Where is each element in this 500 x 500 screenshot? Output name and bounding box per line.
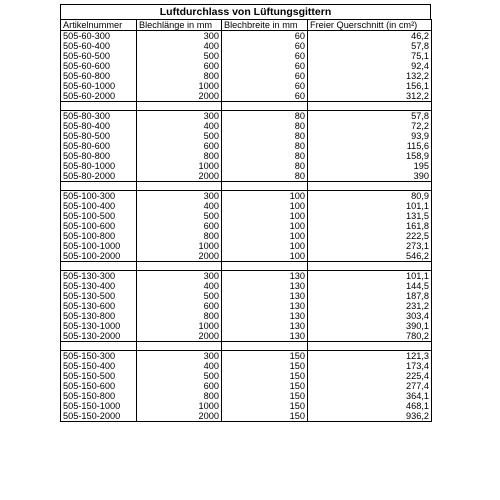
sheet-width-cell: 130 [222,311,308,321]
sheet-length-cell: 2000 [137,91,222,102]
article-number-cell: 505-100-2000 [61,251,137,262]
sheet-width-cell: 80 [222,171,308,182]
empty-cell [61,262,137,271]
sheet-width-cell: 150 [222,361,308,371]
sheet-length-cell: 400 [137,361,222,371]
free-cross-section-cell: 195 [308,161,432,171]
article-number-cell: 505-100-500 [61,211,137,221]
sheet-width-cell: 100 [222,241,308,251]
sheet-length-cell: 500 [137,51,222,61]
empty-cell [137,102,222,111]
sheet-width-cell: 60 [222,71,308,81]
sheet-width-cell: 100 [222,251,308,262]
table-row [61,381,432,391]
sheet-length-cell: 2000 [137,331,222,342]
article-number-cell: 505-150-800 [61,391,137,401]
article-number-cell: 505-60-400 [61,41,137,51]
free-cross-section-cell: 390,1 [308,321,432,331]
table-row [61,111,432,122]
article-number-cell: 505-150-1000 [61,401,137,411]
table-row [61,141,432,151]
empty-cell [308,182,432,191]
table-row [61,291,432,301]
table-row [61,51,432,61]
table-row [61,81,432,91]
free-cross-section-cell: 225,4 [308,371,432,381]
sheet-length-cell: 800 [137,231,222,241]
article-number-cell: 505-130-400 [61,281,137,291]
sheet-width-cell: 130 [222,271,308,282]
article-number-cell: 505-80-400 [61,121,137,131]
article-number-cell: 505-150-400 [61,361,137,371]
empty-cell [137,342,222,351]
sheet-length-cell: 500 [137,291,222,301]
sheet-length-cell: 1000 [137,161,222,171]
free-cross-section-cell: 121,3 [308,351,432,362]
article-number-cell: 505-130-500 [61,291,137,301]
header-free-cross-section: Freier Querschnitt (in cm²) [308,20,432,31]
spreadsheet-table [60,4,431,422]
article-number-cell: 505-130-2000 [61,331,137,342]
table-row [61,311,432,321]
empty-cell [222,342,308,351]
sheet-length-cell: 800 [137,391,222,401]
sheet-width-cell: 150 [222,371,308,381]
sheet-length-cell: 1000 [137,401,222,411]
table-row [61,71,432,81]
free-cross-section-cell: 161,8 [308,221,432,231]
empty-cell [61,102,137,111]
table-row [61,271,432,282]
sheet-length-cell: 1000 [137,81,222,91]
sheet-width-cell: 80 [222,121,308,131]
table-row [61,361,432,371]
table-row [61,171,432,182]
article-number-cell: 505-150-500 [61,371,137,381]
sheet-width-cell: 80 [222,111,308,122]
table-row [61,231,432,241]
table-row [61,201,432,211]
free-cross-section-cell: 187,8 [308,291,432,301]
table-row [61,191,432,202]
free-cross-section-cell: 546,2 [308,251,432,262]
sheet-length-cell: 300 [137,31,222,42]
sheet-width-cell: 150 [222,391,308,401]
article-number-cell: 505-130-1000 [61,321,137,331]
sheet-width-cell: 100 [222,201,308,211]
free-cross-section-cell: 144,5 [308,281,432,291]
free-cross-section-cell: 132,2 [308,71,432,81]
article-number-cell: 505-150-600 [61,381,137,391]
sheet-width-cell: 130 [222,331,308,342]
article-number-cell: 505-100-800 [61,231,137,241]
sheet-length-cell: 600 [137,381,222,391]
article-number-cell: 505-100-400 [61,201,137,211]
article-number-cell: 505-130-600 [61,301,137,311]
sheet-length-cell: 2000 [137,411,222,422]
table-row [61,121,432,131]
sheet-width-cell: 60 [222,51,308,61]
article-number-cell: 505-100-300 [61,191,137,202]
article-number-cell: 505-100-1000 [61,241,137,251]
empty-cell [137,262,222,271]
article-number-cell: 505-130-300 [61,271,137,282]
sheet-length-cell: 500 [137,211,222,221]
sheet-length-cell: 800 [137,151,222,161]
sheet-length-cell: 2000 [137,171,222,182]
article-number-cell: 505-80-2000 [61,171,137,182]
sheet-width-cell: 60 [222,81,308,91]
table-title: Luftdurchlass von Lüftungsgittern [60,4,431,19]
sheet-width-cell: 150 [222,411,308,422]
free-cross-section-cell: 101,1 [308,271,432,282]
table-row [61,331,432,342]
sheet-length-cell: 400 [137,201,222,211]
sheet-width-cell: 150 [222,381,308,391]
table-row [61,211,432,221]
group-separator-row [61,182,432,191]
article-number-cell: 505-60-800 [61,71,137,81]
header-article-number: Artikelnummer [61,20,137,31]
sheet-length-cell: 300 [137,271,222,282]
table-row [61,321,432,331]
header-sheet-length: Blechlänge in mm [137,20,222,31]
sheet-length-cell: 600 [137,61,222,71]
sheet-width-cell: 130 [222,281,308,291]
free-cross-section-cell: 131,5 [308,211,432,221]
sheet-width-cell: 100 [222,231,308,241]
sheet-width-cell: 60 [222,61,308,71]
table-row [61,281,432,291]
sheet-width-cell: 80 [222,151,308,161]
table-row [61,61,432,71]
sheet-width-cell: 100 [222,191,308,202]
article-number-cell: 505-80-1000 [61,161,137,171]
sheet-length-cell: 400 [137,281,222,291]
sheet-length-cell: 500 [137,371,222,381]
table-row [61,391,432,401]
free-cross-section-cell: 780,2 [308,331,432,342]
sheet-length-cell: 600 [137,141,222,151]
free-cross-section-cell: 93,9 [308,131,432,141]
header-sheet-width: Blechbreite in mm [222,20,308,31]
sheet-length-cell: 400 [137,121,222,131]
article-number-cell: 505-80-600 [61,141,137,151]
table-row [61,241,432,251]
header-row [61,20,432,31]
free-cross-section-cell: 173,4 [308,361,432,371]
sheet-width-cell: 80 [222,141,308,151]
free-cross-section-cell: 277,4 [308,381,432,391]
free-cross-section-cell: 390 [308,171,432,182]
free-cross-section-cell: 46,2 [308,31,432,42]
table-row [61,251,432,262]
table-row [61,151,432,161]
table-row [61,411,432,422]
sheet-width-cell: 130 [222,321,308,331]
free-cross-section-cell: 468,1 [308,401,432,411]
sheet-width-cell: 60 [222,41,308,51]
article-number-cell: 505-150-300 [61,351,137,362]
table-row [61,161,432,171]
article-number-cell: 505-60-500 [61,51,137,61]
sheet-width-cell: 150 [222,351,308,362]
sheet-width-cell: 80 [222,161,308,171]
free-cross-section-cell: 936,2 [308,411,432,422]
free-cross-section-cell: 231,2 [308,301,432,311]
sheet-length-cell: 2000 [137,251,222,262]
empty-cell [222,262,308,271]
empty-cell [137,182,222,191]
free-cross-section-cell: 75,1 [308,51,432,61]
sheet-width-cell: 100 [222,221,308,231]
sheet-length-cell: 500 [137,131,222,141]
free-cross-section-cell: 80,9 [308,191,432,202]
free-cross-section-cell: 158,9 [308,151,432,161]
article-number-cell: 505-60-2000 [61,91,137,102]
table-body [61,31,432,422]
group-separator-row [61,262,432,271]
free-cross-section-cell: 364,1 [308,391,432,401]
article-number-cell: 505-60-600 [61,61,137,71]
article-number-cell: 505-130-800 [61,311,137,321]
table-row [61,221,432,231]
table-row [61,31,432,42]
empty-cell [222,102,308,111]
sheet-width-cell: 60 [222,91,308,102]
group-separator-row [61,342,432,351]
sheet-length-cell: 300 [137,191,222,202]
empty-cell [222,182,308,191]
article-number-cell: 505-80-300 [61,111,137,122]
sheet-width-cell: 80 [222,131,308,141]
sheet-width-cell: 130 [222,291,308,301]
empty-cell [61,182,137,191]
sheet-length-cell: 300 [137,111,222,122]
table-row [61,41,432,51]
table-row [61,91,432,102]
free-cross-section-cell: 115,6 [308,141,432,151]
free-cross-section-cell: 72,2 [308,121,432,131]
sheet-width-cell: 130 [222,301,308,311]
sheet-length-cell: 800 [137,71,222,81]
article-number-cell: 505-60-1000 [61,81,137,91]
free-cross-section-cell: 303,4 [308,311,432,321]
empty-cell [308,262,432,271]
table-row [61,371,432,381]
table-row [61,351,432,362]
table-row [61,401,432,411]
free-cross-section-cell: 312,2 [308,91,432,102]
article-number-cell: 505-80-800 [61,151,137,161]
group-separator-row [61,102,432,111]
article-number-cell: 505-80-500 [61,131,137,141]
free-cross-section-cell: 101,1 [308,201,432,211]
article-number-cell: 505-60-300 [61,31,137,42]
sheet-length-cell: 1000 [137,241,222,251]
sheet-width-cell: 100 [222,211,308,221]
table-row [61,131,432,141]
sheet-length-cell: 400 [137,41,222,51]
vent-grille-table [60,19,432,422]
free-cross-section-cell: 92,4 [308,61,432,71]
empty-cell [61,342,137,351]
empty-cell [308,102,432,111]
sheet-length-cell: 300 [137,351,222,362]
sheet-width-cell: 60 [222,31,308,42]
article-number-cell: 505-150-2000 [61,411,137,422]
sheet-width-cell: 150 [222,401,308,411]
sheet-length-cell: 600 [137,301,222,311]
free-cross-section-cell: 57,8 [308,41,432,51]
sheet-length-cell: 800 [137,311,222,321]
free-cross-section-cell: 156,1 [308,81,432,91]
free-cross-section-cell: 222,5 [308,231,432,241]
free-cross-section-cell: 273,1 [308,241,432,251]
empty-cell [308,342,432,351]
article-number-cell: 505-100-600 [61,221,137,231]
table-row [61,301,432,311]
free-cross-section-cell: 57,8 [308,111,432,122]
sheet-length-cell: 1000 [137,321,222,331]
sheet-length-cell: 600 [137,221,222,231]
